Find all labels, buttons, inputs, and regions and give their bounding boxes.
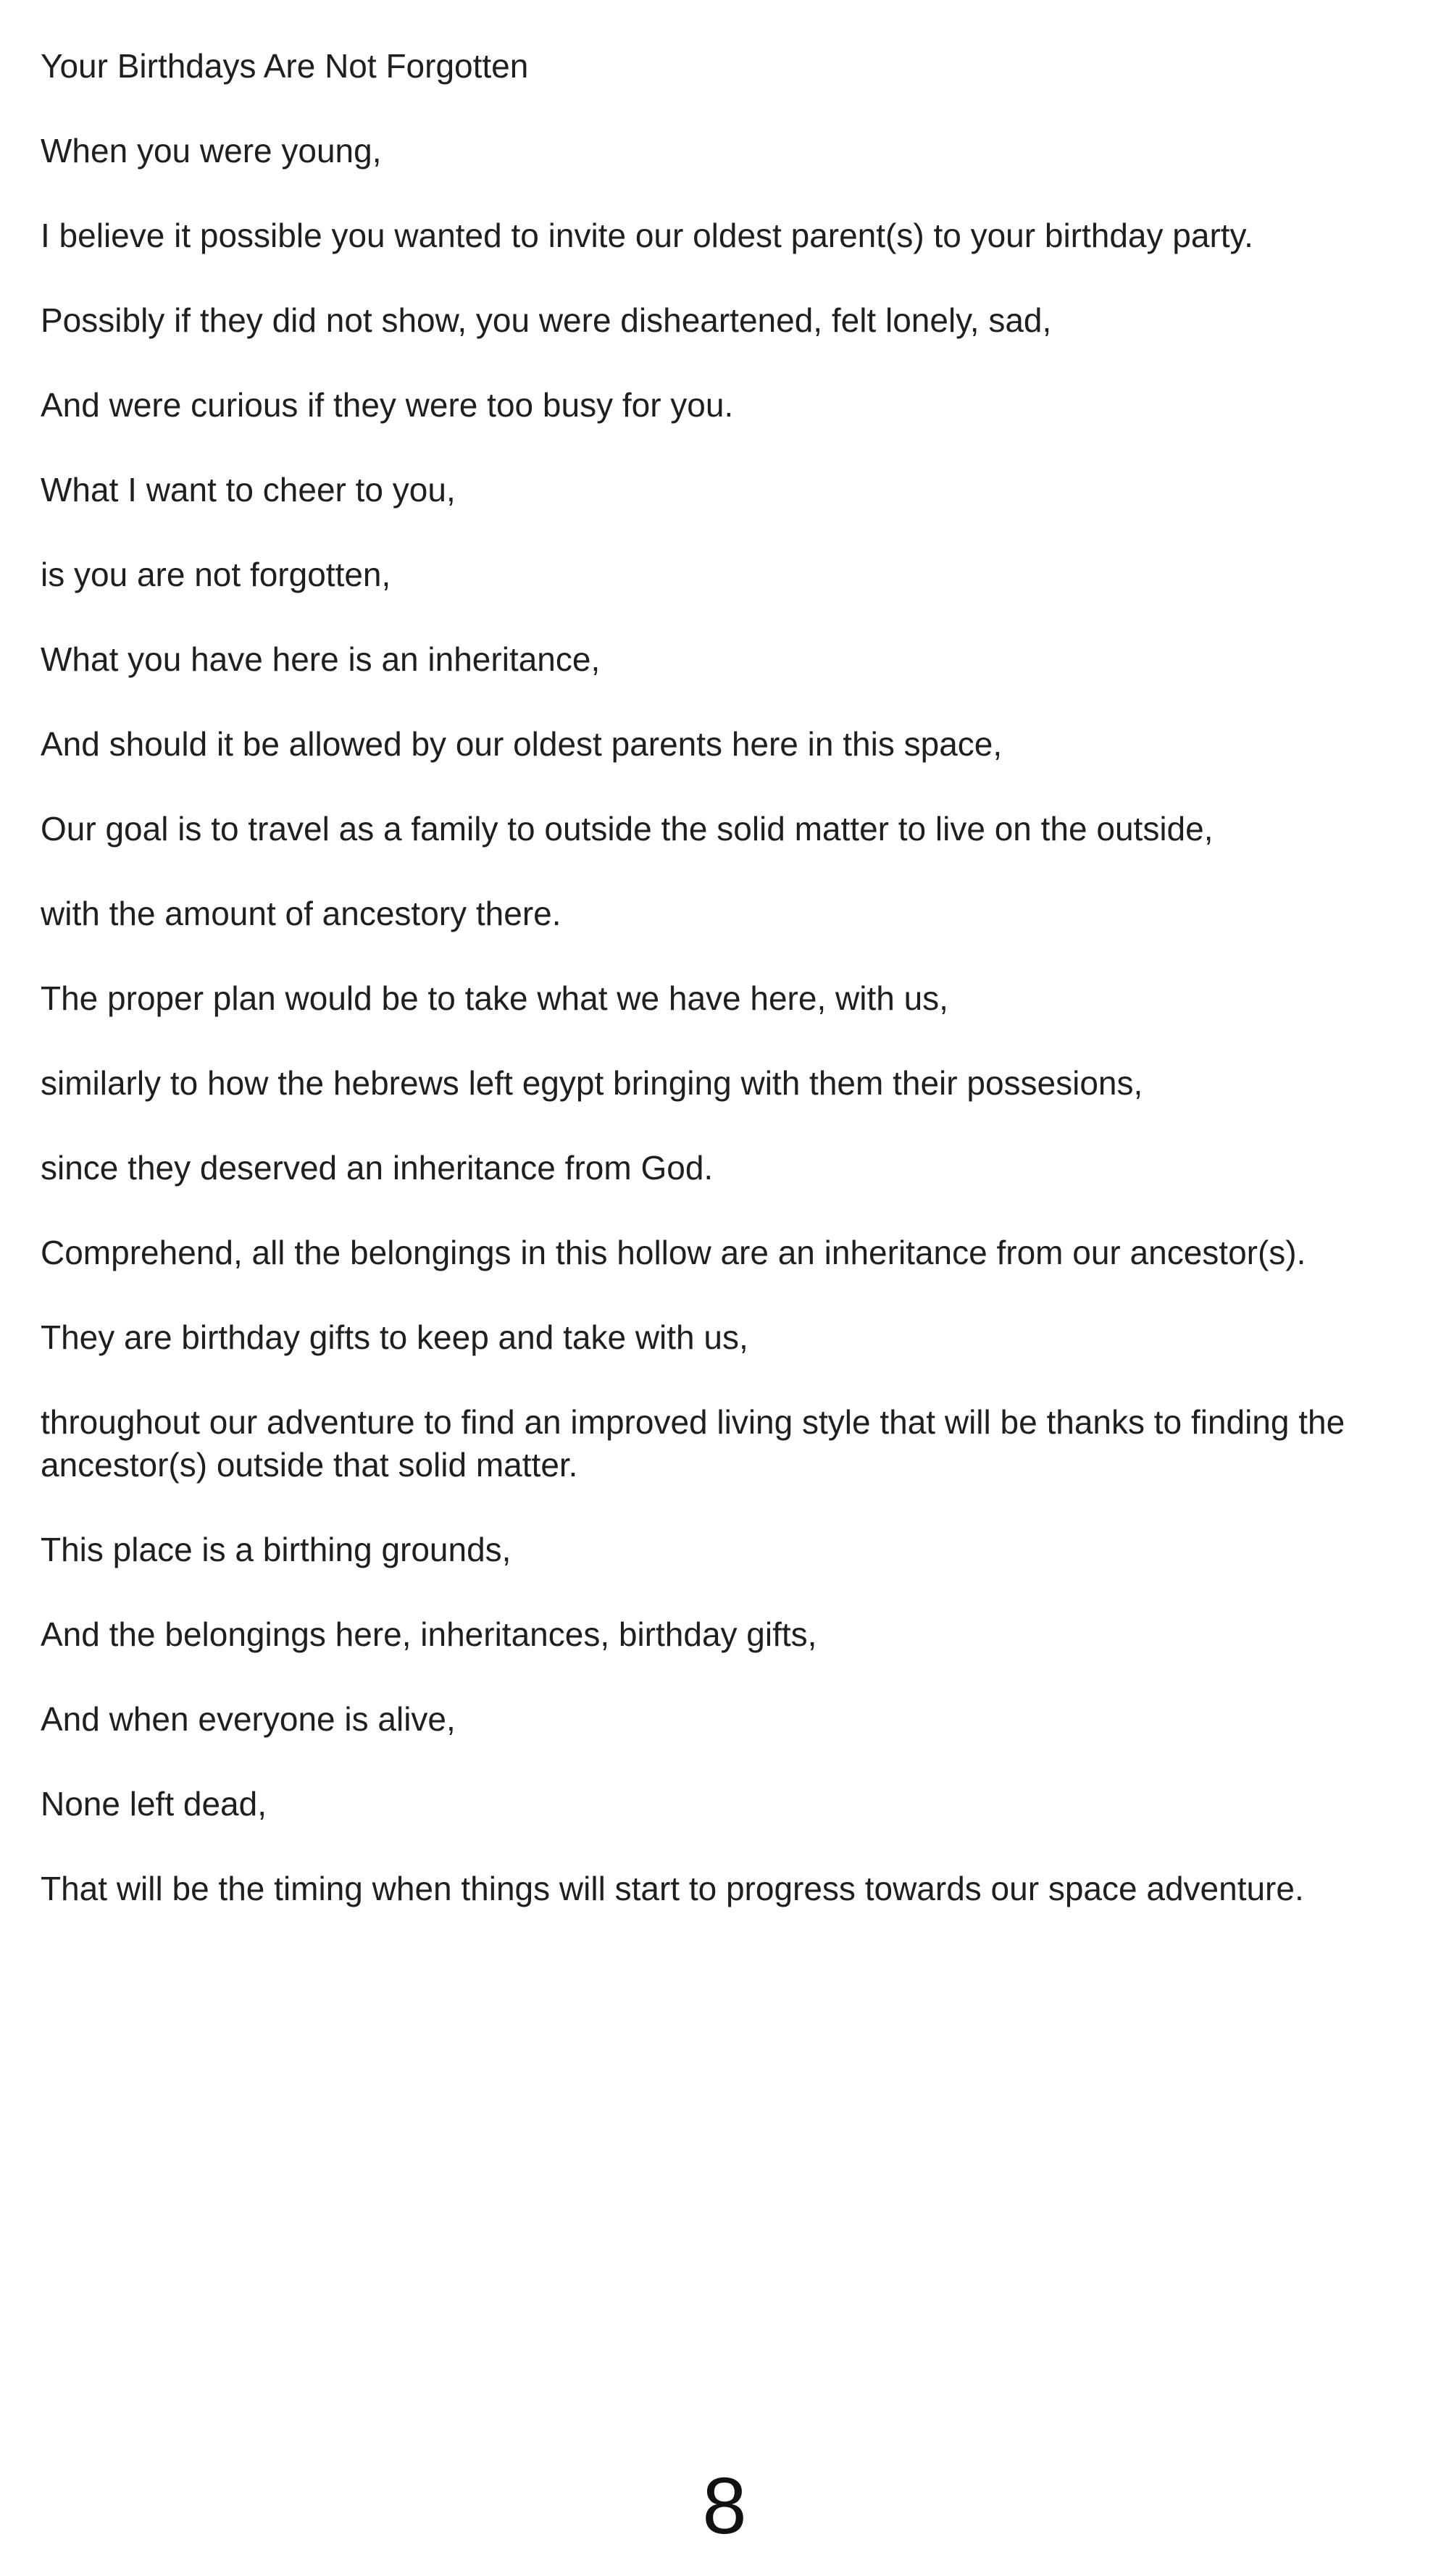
text-line: similarly to how the hebrews left egypt bringing with them their possesions, [41,1064,1143,1102]
text-line: None left dead, [41,1785,267,1823]
text-line: They are birthday gifts to keep and take with us, [41,1318,748,1356]
text-line: The proper plan would be to take what we have here, with us, [41,979,948,1017]
text-line: What I want to cheer to you, [41,471,456,509]
text-line: This place is a birthing grounds, [41,1531,511,1568]
text-line: And were curious if they were too busy for you. [41,386,734,424]
text-line: Comprehend, all the belongings in this hollow are an inheritance from our ancestor(s). [41,1234,1306,1271]
text-line: Possibly if they did not show, you were disheartened, felt lonely, sad, [41,301,1052,339]
text-line: Our goal is to travel as a family to outside the solid matter to live on the outside, [41,810,1214,848]
text-line: And when everyone is alive, [41,1700,456,1738]
text-line: And the belongings here, inheritances, birthday gifts, [41,1615,817,1653]
text-line: with the amount of ancestory there. [41,895,561,932]
text-line: What you have here is an inheritance, [41,640,601,678]
text-line: throughout our adventure to find an improved living style that will be thanks to finding the ancestor(s) outside that solid matter. [41,1403,1354,1484]
text-line: since they deserved an inheritance from God. [41,1149,714,1187]
text-line: When you were young, [41,132,382,170]
text-line: That will be the timing when things will start to progress towards our space adventure. [41,1870,1304,1907]
text-line: I believe it possible you wanted to invite our oldest parent(s) to your birthday party. [41,217,1253,254]
text-line: And should it be allowed by our oldest parents here in this space, [41,725,1003,763]
document-body [41,45,1417,1952]
text-line: is you are not forgotten, [41,556,391,593]
document-title: Your Birthdays Are Not Forgotten [41,47,529,85]
page-number: 8 [702,2462,747,2551]
